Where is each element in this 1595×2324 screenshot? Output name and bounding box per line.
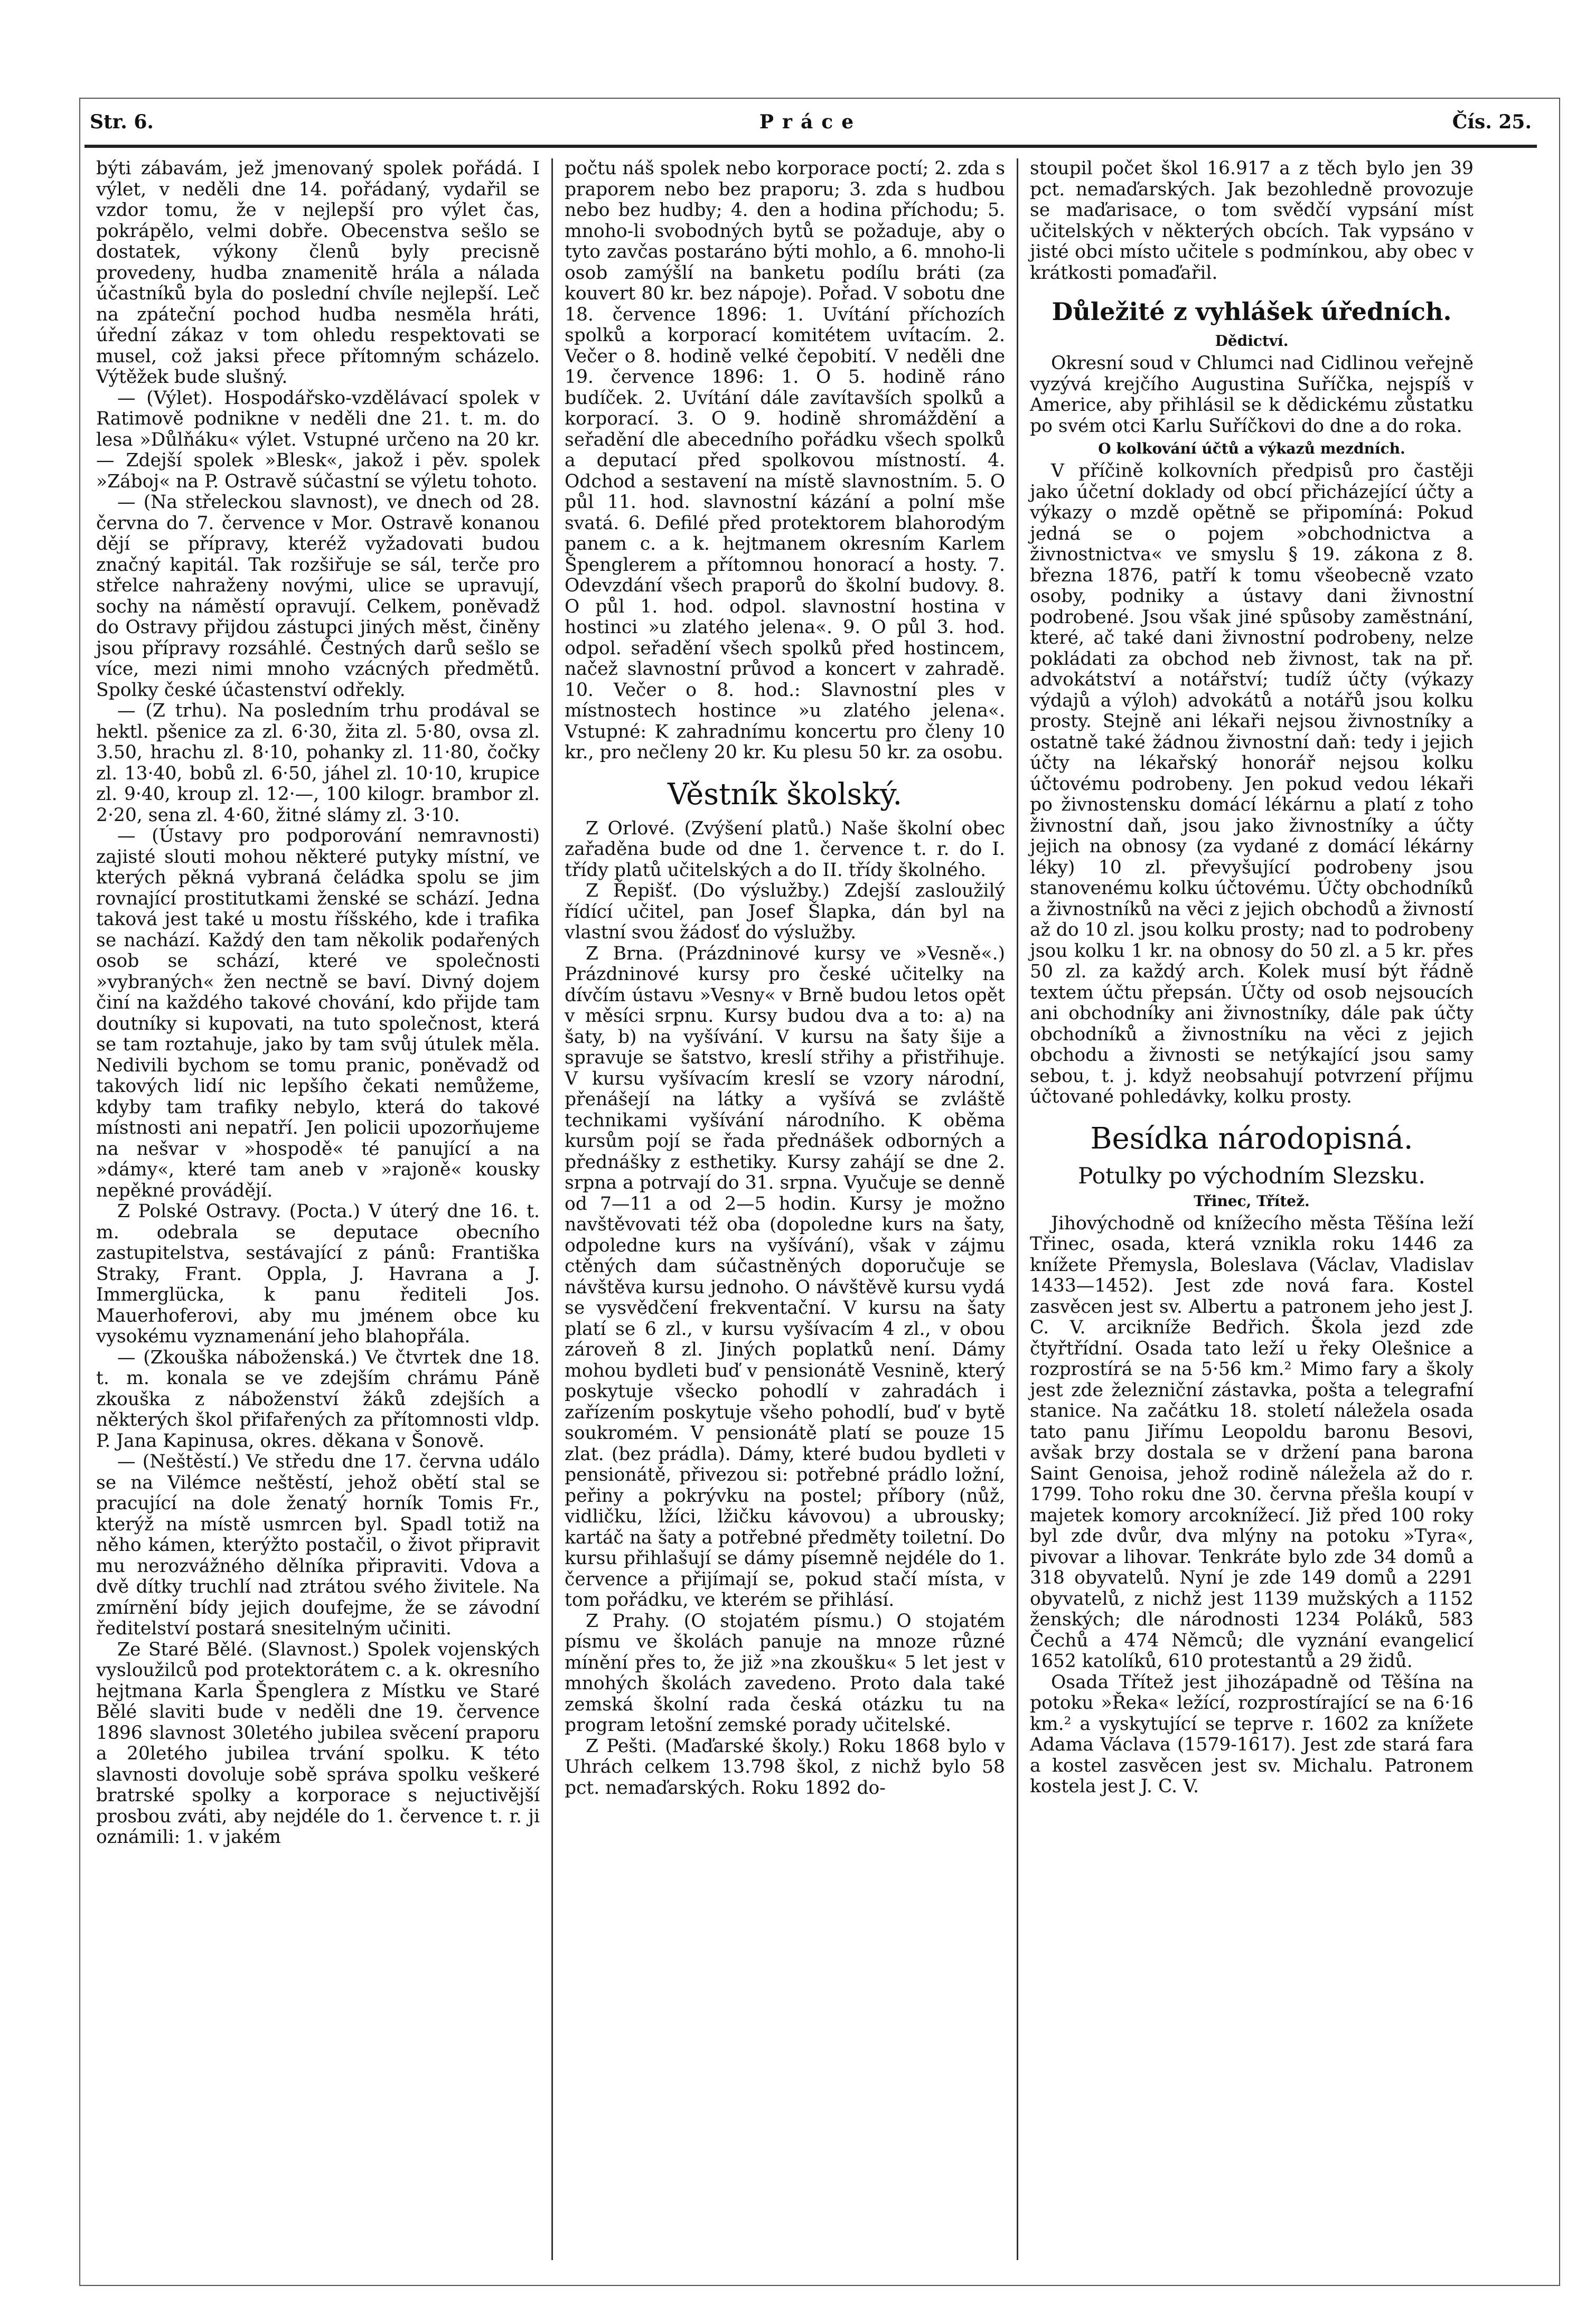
paragraph: stoupil počet škol 16.917 a z těch bylo jen 39 pct. nemaďarských. Jak bezohledně provozuje se maďarisace, o tom svědčí vypsání míst učitelských v některých obcích. Tak vypsáno v jisté obci místo učitele s podmínkou, aby obec v krátkosti pomaďařil. xyxy=(1030,158,1474,284)
page-header xyxy=(85,106,1537,143)
paragraph: Z Orlové. (Zvýšení platů.) Naše školní obec zařaděna bude od dne 1. července t. r. do I. třídy platů učitelských a do II. třídy školného. xyxy=(565,817,1005,881)
stamp-subheading: O kolkování účtů a výkazů mezdních. xyxy=(1098,440,1405,457)
ethnography-subtitle: Potulky po východním Slezsku. xyxy=(1078,1162,1425,1189)
paragraph: Z Polské Ostravy. (Pocta.) V úterý dne 16. t. m. odebrala se deputace obecního zastupitelstva, sestávající z pánů: Františka Straky, Frant. Oppla, J. Havrana a J. Immerglücka, k panu řediteli Jos. Mauerhoferovi, aby mu jménem obce ku vysokému vyznamenání jeho blahopřála. xyxy=(96,1201,540,1347)
issue-number: Čís. 25. xyxy=(1452,111,1532,133)
column-left xyxy=(85,158,551,2260)
paragraph: býti zábavám, jež jmenovaný spolek pořádá. I výlet, v neděli dne 14. pořádaný, vydařil se vzdor tomu, že v nejlepší pro výlet čas, pokrápělo, velmi dobře. Obecenstva sešlo se dostatek, výkony členů byly precisně provedeny, hudba znamenitě hrála a nálada účastníků byla do poslední chvíle nejlepší. Leč na zpáteční pochod hudba nesměla hráti, úřední zákaz v tom ohledu respektovati se musel, což jaksi přece přítomným scházelo. Výtěžek bude slušný. xyxy=(96,158,540,388)
paragraph: — (Neštěstí.) Ve středu dne 17. června událo se na Vilémce neštěstí, jehož obětí stal se pracující na dole ženatý horník Tomis Fr., kterýž na místě usmrcen byl. Spadl totiž na něho kámen, kterýžto postačil, o život připravit mu nerozvážného dělníka připraviti. Vdova a dvě dítky truchlí nad ztrátou svého živitele. Na zmírnění bídy jejich doufejme, že se závodní ředitelství postará snesitelným učiniti. xyxy=(96,1451,540,1639)
ethnography-heading: Besídka národopisná. xyxy=(1090,1121,1413,1156)
column-right xyxy=(1018,158,1485,2260)
paragraph: V příčině kolkovních předpisů pro častěji jako účetní doklady od obcí přicházející účty a výkazy o mzdě opětně se připomíná: Pokud jedná se o pojem »obchodnictva a živnostnictva« ve smyslu § 19. zákona z 8. března 1876, patří k tomu všeobecně vzato osoby, podniky a ústavy dani živnostní podrobené. Jsou však jiné spůsoby zaměstnání, které, ač také dani živnostní podrobeny, nelze pokládati za obchod neb živnost, tak na př. advokátství a notářství; tudíž účty (výkazy výdajů a výloh) advokátů a notářů jsou kolku prosty. Stejně ani lékaři nejsou živnostníky a ostatně také žádnou živnostní daň: tedy i jejich účty na lékařský honorář nejsou kolku účtovému podrobeny. Jen pokud vedou lékaři po živnostensku domácí lékárnu a platí z toho živnostní daň, jsou jako živnostníky a účty jejich na obnosy (za vydané z domácí lékárny léky) 10 zl. převyšující podrobeny jsou stanovenému kolku účtovému. Účty obchodníků a živnostníků na věci z jejich obchodů a živností až do 10 zl. jsou kolku prosty; nad to podrobeny jsou kolku 1 kr. na obnosy do 50 zl. a 5 kr. přes 50 zl. za každý arch. Kolek musí být řádně textem účtu přepsán. Účty od osob nejsoucích ani obchodníky ani živnostníky, dále pak účty obchodníků a živnostníku na věci z jejich obchodu a živnosti se netýkající jsou samy sebou, t. j. když neobsahují potvrzení příjmu účtované pohledávky, kolku prosty. xyxy=(1030,460,1474,1107)
ethnography-place: Třinec, Třítež. xyxy=(1194,1192,1310,1210)
paragraph: — (Z trhu). Na posledním trhu prodával se hektl. pšenice za zl. 6·30, žita zl. 5·80, ovsa zl. 3.50, hrachu zl. 8·10, pohanky zl. 11·80, čočky zl. 13·40, bobů zl. 6·50, jáhel zl. 10·10, krupice zl. 9·40, kroup zl. 12·—, 100 kilogr. brambor zl. 2·20, sena zl. 4·60, žitné slámy zl. 3·10. xyxy=(96,700,540,826)
newspaper-page xyxy=(85,106,1537,2271)
paragraph: — (Výlet). Hospodářsko-vzdělávací spolek v Ratimově podnikne v neděli dne 21. t. m. do lesa »Důlňáku« výlet. Vstupné určeno na 20 kr. — Zdejší spolek »Blesk«, jakož i pěv. spolek »Záboj« na P. Ostravě súčastní se výletu tohoto. xyxy=(96,387,540,492)
paragraph: Z Brna. (Prázdninové kursy ve »Vesně«.) Prázdninové kursy pro české učitelky na dívčím ústavu »Vesny« v Brně budou letos opět v měsíci srpnu. Kursy budou dva a to: a) na šaty, b) na vyšívání. V kursu na šaty šije a spravuje se šatstvo, kreslí střihy a přistřihuje. V kursu vyšívacím kreslí se vzory národní, přenášejí na látky a vyšívá se zvláště technikami vyšívání národního. K oběma kursům pojí se řada přednášek odborných a přednášky z esthetiky. Kursy zahájí se dne 2. srpna a potrvají do 31. srpna. Vyučuje se denně od 7—11 a od 2—5 hodin. Kursy je možno navštěvovati též oba (dopoledne kurs na šaty, odpoledne kurs na vyšívání), však v zájmu ctěných dam súčastněných doporučuje se návštěva kursu jednoho. O návštěvě kursu vydá se vysvědčení frekventační. V kursu na šaty platí se 6 zl., v kursu vyšívacím 4 zl., v obou zároveň 8 zl. Jiných poplatků není. Dámy mohou bydleti buď v pensionátě Vesnině, který poskytuje všecko pohodlí v zahradách i zařízením poskytuje všeho pohodlí, buď v bytě soukromém. V pensionátě platí se pouze 15 zlat. (bez prádla). Dámy, které budou bydleti v pensionátě, přivezou si: potřebné prádlo ložní, peřiny a pokrývku na postel; příbory (nůž, vidličku, lžíci, lžičku kávovou) a ubrousky; kartáč na šaty a potřebné předměty toiletní. Do kursu přihlašují se dámy písemně nejdéle do 1. července a přijímají se, pokud stačí místa, v tom pořádku, ve kterém se přihlásí. xyxy=(565,943,1005,1611)
school-section-heading: Věstník školský. xyxy=(667,777,903,812)
inheritance-subheading: Dědictví. xyxy=(1215,332,1289,350)
paragraph: Z Řepišť. (Do výslužby.) Zdejší zasloužilý řídící učitel, pan Josef Šlapka, dán byl na vlastní svou žádosť do výslužby. xyxy=(565,880,1005,943)
column-middle xyxy=(551,158,1018,2260)
paragraph: Okresní soud v Chlumci nad Cidlinou veřejně vyzývá krejčího Augustina Suříčka, nejspíš v Americe, aby přihlásil se k dědickému zůstatku po svém otci Karlu Suříčkovi do dne a do roka. xyxy=(1030,353,1474,437)
newspaper-title: Práce xyxy=(759,111,862,133)
notices-heading: Důležité z vyhlášek úředních. xyxy=(1052,297,1452,326)
paragraph: počtu náš spolek nebo korporace poctí; 2. zda s praporem nebo bez praporu; 3. zda s hudbou nebo bez hudby; 4. den a hodina příchodu; 5. mnoho-li svobodných bytů se požaduje, aby o tyto zavčas postaráno býti mohlo, a 6. mnoho-li osob zamýšlí na banketu podílu bráti (za kouvert 80 kr. bez nápoje). Pořad. V sobotu dne 18. července 1896: 1. Uvítání příchozích spolků a korporací komitétem uvítacím. 2. Večer o 8. hodině velké čepobití. V neděli dne 19. července 1896: 1. O 5. hodině ráno budíček. 2. Uvítání dále zavítavších spolků a korporací. 3. O 9. hodině shromáždění a seřadění dle abecedního pořádku všech spolků a deputací před spolkovou místností. 4. Odchod a sestavení na místě slavnostním. 5. O půl 11. hod. slavnostní kázání a polní mše svatá. 6. Defilé před protektorem blahorodým panem c. a k. hejtmanem okresním Karlem Špenglerem a přítomnou honorací a hosty. 7. Odevzdání všech praporů do školní budovy. 8. O půl 1. hod. odpol. slavnostní hostina v hostinci »u zlatého jelena«. 9. O půl 3. hod. odpol. seřadění všech spolků před hostincem, načež slavnostní průvod a koncert v zahradě. 10. Večer o 8. hod.: Slavnostní ples v místnostech hostince »u zlatého jelena«. Vstupné: K zahradnímu koncertu pro členy 10 kr., pro nečleny 20 kr. Ku plesu 50 kr. za osobu. xyxy=(565,158,1005,763)
paragraph: Z Pešti. (Maďarské školy.) Roku 1868 bylo v Uhrách celkem 13.798 škol, z nichž bylo 58 pct. nemaďarských. Roku 1892 do- xyxy=(565,1735,1005,1799)
paragraph: Ze Staré Bělé. (Slavnost.) Spolek vojenských vysloužilců pod protektorátem c. a k. okresního hejtmana Karla Špenglera z Místku ve Staré Bělé slaviti bude v neděli dne 19. července 1896 slavnost 30letého jubilea svěcení praporu a 20letého jubilea trvání spolku. K této slavnosti dovoluje sobě správa spolku veškeré bratrské spolky a korporace s nejuctivější prosbou zváti, aby nejdéle do 1. července t. r. ji oznámili: 1. v jakém xyxy=(96,1639,540,1848)
paragraph: Z Prahy. (O stojatém písmu.) O stojatém písmu ve školách panuje na mnoze různé mínění přes to, že již »na zkoušku« 5 let jest v mnohých školách zavedeno. Proto dala také zemská školní rada česká otázku tu na program letošní zemské porady učitelské. xyxy=(565,1610,1005,1736)
header-rule xyxy=(85,145,1537,148)
paragraph: Osada Třítež jest jihozápadně od Těšína na potoku »Řeka« ležící, rozprostírající se na 6·16 km.² a vyskytující se teprve r. 1602 za knížete Adama Václava (1579-1617). Jest zde stará fara a kostel zasvěcen jest sv. Michalu. Patronem kostela jest J. C. V. xyxy=(1030,1671,1474,1797)
paragraph: — (Ústavy pro podporování nemravnosti) zajisté slouti mohou některé putyky místní, ve kterých pěkná vybraná čeládka spolu se jim rovnající prostitutkami ženské se schází. Jedna taková jest také u mostu říšského, kde i trafika se nachází. Každý den tam několik podařených osob se schází, které ve společnosti »vybraných« žen nectně se baví. Divný dojem činí na každého takové chování, kdo přijde tam doutníky si kupovati, na tuto společnost, která se tam roztahuje, jako by tam svůj útulek měla. Nedivili bychom se tomu pranic, poněvadž od takových lidí nic lepšího čekati nemůžeme, kdyby tam trafiky nebylo, která do takové místnosti ani nepatří. Jen policii upozorňujeme na nešvar v »hospodě« té panující a na »dámy«, které tam aneb v »rajoně« kousky nepěkné provádějí. xyxy=(96,825,540,1201)
paragraph: Jihovýchodně od knížecího města Těšína leží Třinec, osada, která vznikla roku 1446 za knížete Přemysla, Boleslava (Václav, Vladislav 1433—1452). Jest zde nová fara. Kostel zasvěcen jest sv. Albertu a patronem jeho jest J. C. V. arcikníže Bedřich. Škola jezd zde čtyřtřídní. Osada tato leží u řeky Olešnice a rozprostírá se na 5·56 km.² Mimo fary a školy jest zde železniční zástavka, pošta a telegrafní stanice. Na začátku 18. století náležela osada tato panu Jiřímu Leopoldu baronu Besovi, avšak brzy dostala se v držení pana barona Saint Genoisa, jehož rodině náležela až do r. 1799. Toho roku dne 30. června přešla koupí v majetek komory arcoknížecí. Již před 100 roky byl zde dvůr, dva mlýny na potoku »Tyra«, pivovar a lihovar. Tenkráte bylo zde 34 domů a 318 obyvatelů. Nyní je zde 149 domů a 2291 obyvatelů, z nichž jest 1139 mužských a 1152 ženských; dle národnosti 1234 Poláků, 583 Čechů a 474 Němců; dle vyznání evangelicí 1652 katolíků, 610 protestantů a 29 židů. xyxy=(1030,1212,1474,1672)
page-number: Str. 6. xyxy=(90,111,154,133)
paragraph: — (Zkouška náboženská.) Ve čtvrtek dne 18. t. m. konala se ve zdejším chrámu Páně zkouška z náboženství žáků zdejších a některých škol přifařených za přítomnosti vldp. P. Jana Kapinusa, okres. děkana v Šonově. xyxy=(96,1347,540,1452)
paragraph: — (Na střeleckou slavnost), ve dnech od 28. června do 7. července v Mor. Ostravě konanou dějí se přípravy, kteréž vyžadovati budou značný kapitál. Tak rozšiřuje se sál, terče pro střelce nahraženy novými, ulice se upravují, sochy na náměstí opravují. Celkem, poněvadž do Ostravy přijdou zástupci jiných měst, činěny jsou přípravy rozsáhlé. Čestných darů sešlo se více, mezi nimi mnoho vzácných předmětů. Spolky české účastenství odřekly. xyxy=(96,492,540,701)
